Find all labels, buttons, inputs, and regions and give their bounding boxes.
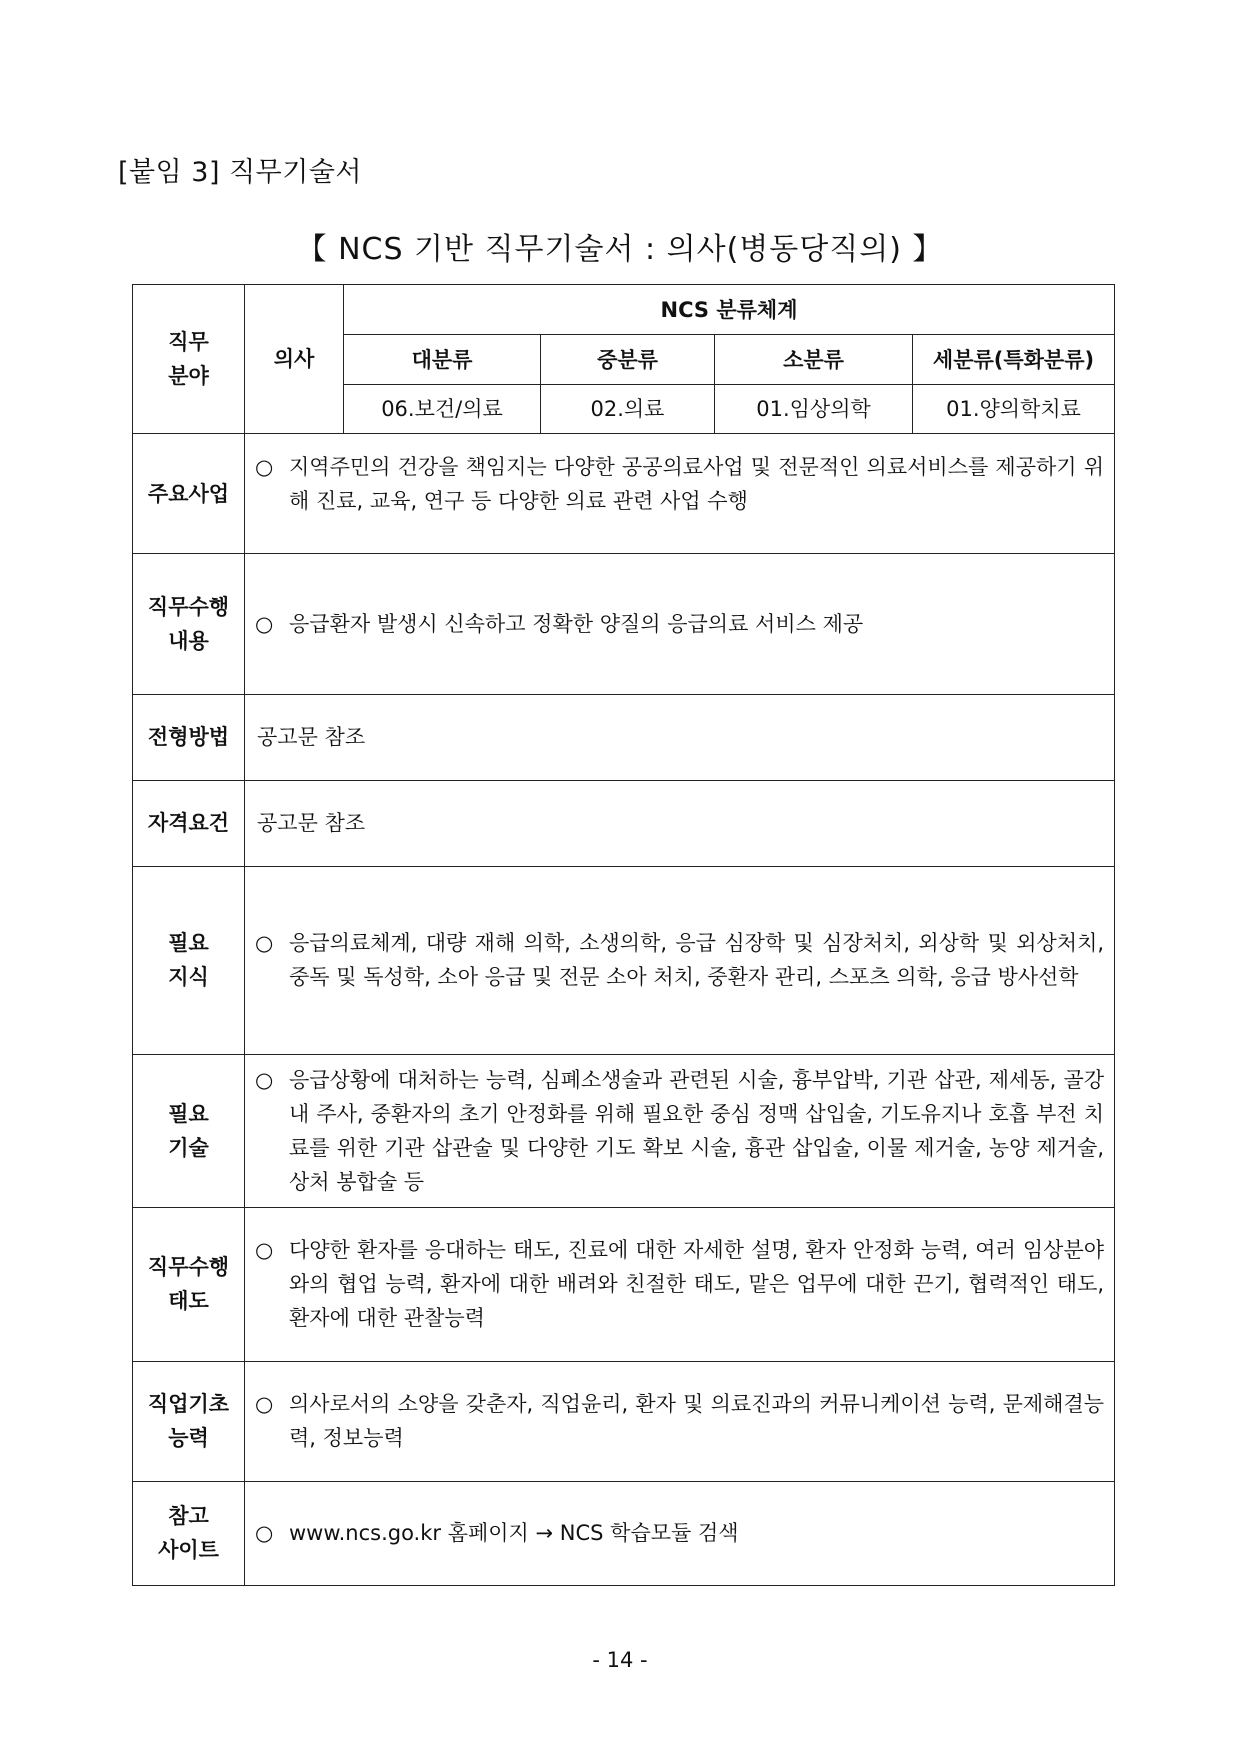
- job-description-table: [132, 284, 1115, 1586]
- row-content-qualification: 공고문 참조: [245, 780, 1115, 866]
- row-label-selection: 전형방법: [133, 694, 245, 780]
- job-field-value: 의사: [245, 285, 344, 434]
- bullet-icon: ○: [255, 611, 274, 636]
- row-label-duty-content: 직무수행 내용: [133, 554, 245, 694]
- bullet-icon: ○: [255, 1238, 274, 1263]
- document-title: 【 NCS 기반 직무기술서 : 의사(병동당직의) 】: [296, 232, 944, 267]
- row-label-skills: 필요 기술: [133, 1055, 245, 1208]
- ncs-col-minor: 소분류: [715, 335, 913, 385]
- row-label-main-business: 주요사업: [133, 434, 245, 554]
- ncs-val-middle: 02.의료: [541, 385, 715, 434]
- bullet-icon: ○: [255, 1392, 274, 1417]
- row-label-reference-site: 참고 사이트: [133, 1481, 245, 1585]
- row-content-attitude: ○ 다양한 환자를 응대하는 태도, 진료에 대한 자세한 설명, 환자 안정화 능력, 여러 임상분야와의 협업 능력, 환자에 대한 배려와 친절한 태도, 맡은 업무에 대한 끈기, 협력적인 태도, 환자에 대한 관찰능력: [245, 1208, 1115, 1361]
- bullet-icon: ○: [255, 455, 274, 480]
- row-content-basic-ability: ○ 의사로서의 소양을 갖춘자, 직업윤리, 환자 및 의료진과의 커뮤니케이션 능력, 문제해결능력, 정보능력: [245, 1361, 1115, 1481]
- row-label-basic-ability: 직업기초 능력: [133, 1361, 245, 1481]
- bullet-icon: ○: [255, 931, 274, 956]
- bullet-icon: ○: [255, 1068, 274, 1093]
- row-content-main-business: ○ 지역주민의 건강을 책임지는 다양한 공공의료사업 및 전문적인 의료서비스를 제공하기 위해 진료, 교육, 연구 등 다양한 의료 관련 사업 수행: [245, 434, 1115, 554]
- attachment-label: [붙임 3] 직무기술서: [118, 157, 362, 188]
- row-content-skills: ○ 응급상황에 대처하는 능력, 심폐소생술과 관련된 시술, 흉부압박, 기관 삽관, 제세동, 골강내 주사, 중환자의 초기 안정화를 위해 필요한 중심 정맥 삽입술, 기도유지나 호흡 부전 치료를 위한 기관 삽관술 및 다양한 기도 확보 시술, 흉관 삽입술, 이물 제거술, 농양 제거술, 상처 봉합술 등: [245, 1055, 1115, 1208]
- row-content-knowledge: ○ 응급의료체계, 대량 재해 의학, 소생의학, 응급 심장학 및 심장처치, 외상학 및 외상처치, 중독 및 독성학, 소아 응급 및 전문 소아 처치, 중환자 관리, 스포츠 의학, 응급 방사선학: [245, 866, 1115, 1054]
- bullet-icon: ○: [255, 1521, 274, 1546]
- row-label-qualification: 자격요건: [133, 780, 245, 866]
- row-content-reference-site: ○ www.ncs.go.kr 홈페이지 → NCS 학습모듈 검색: [245, 1481, 1115, 1585]
- ncs-col-major: 대분류: [344, 335, 541, 385]
- row-content-duty-content: ○ 응급환자 발생시 신속하고 정확한 양질의 응급의료 서비스 제공: [245, 554, 1115, 694]
- row-content-selection: 공고문 참조: [245, 694, 1115, 780]
- ncs-val-major: 06.보건/의료: [344, 385, 541, 434]
- ncs-col-detail: 세분류(특화분류): [913, 335, 1115, 385]
- ncs-val-detail: 01.양의학치료: [913, 385, 1115, 434]
- ncs-header: NCS 분류체계: [344, 285, 1115, 335]
- job-field-label: 직무 분야: [133, 285, 245, 434]
- row-label-knowledge: 필요 지식: [133, 866, 245, 1054]
- page-number: - 14 -: [592, 1648, 648, 1672]
- ncs-val-minor: 01.임상의학: [715, 385, 913, 434]
- row-label-attitude: 직무수행 태도: [133, 1208, 245, 1361]
- ncs-col-middle: 중분류: [541, 335, 715, 385]
